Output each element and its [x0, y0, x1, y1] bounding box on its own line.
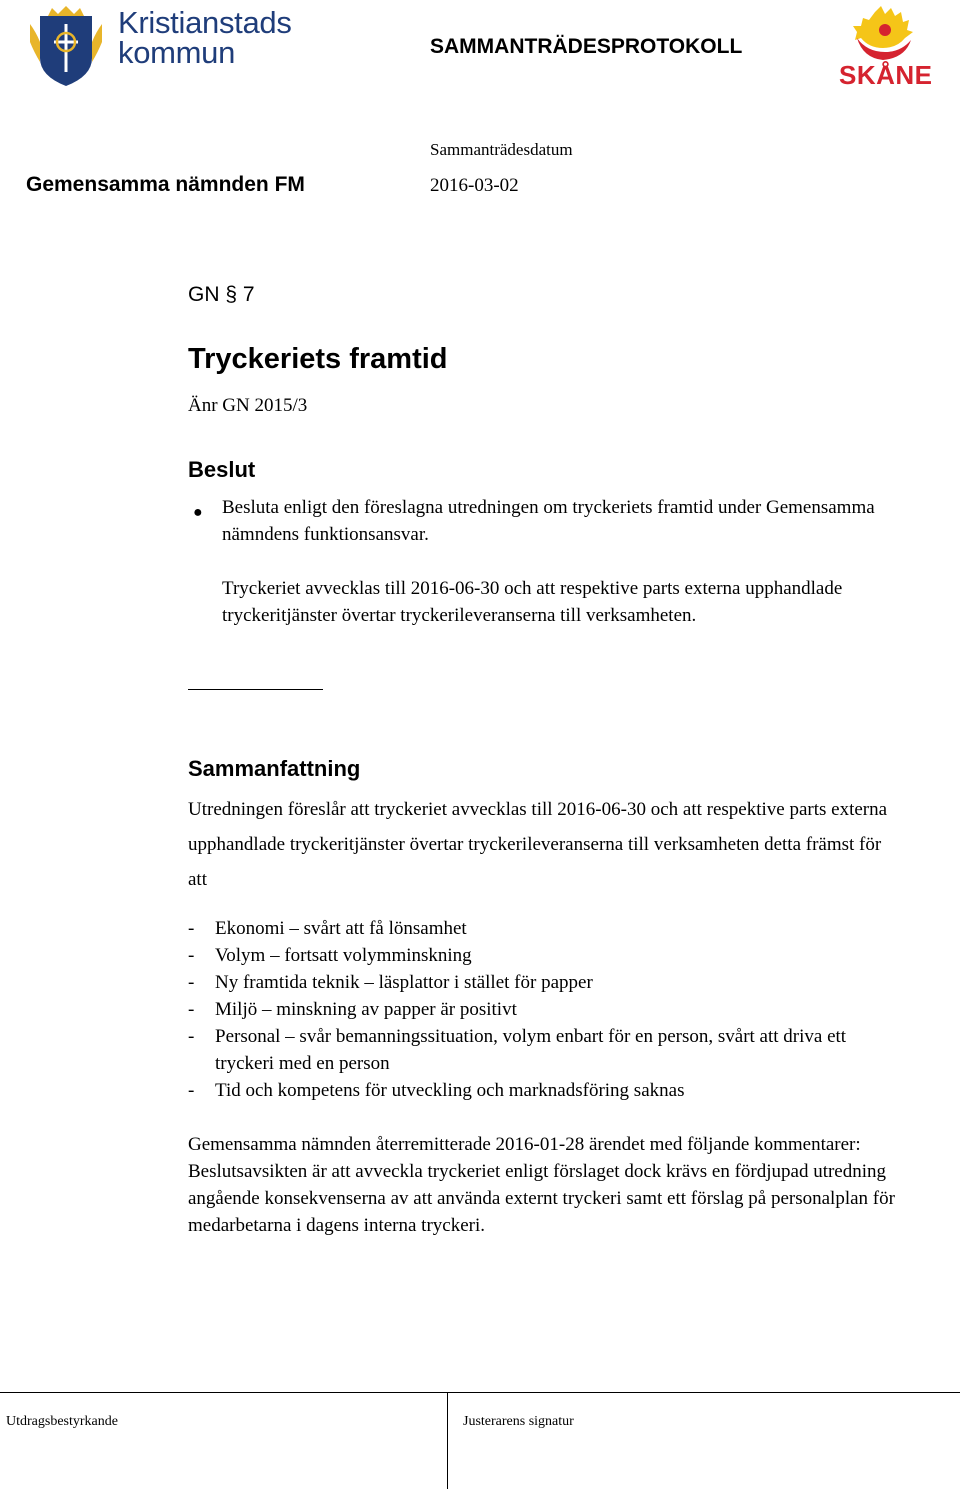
decision-paragraph: Tryckeriet avvecklas till 2016-06-30 och att respektive parts externa upphandlade tryckeritjänster övertar tryckerileveranserna till verksamheten.	[222, 578, 843, 626]
coat-of-arms-icon	[26, 2, 106, 90]
item-number: GN § 7	[188, 283, 255, 306]
bullet-icon: ●	[193, 504, 203, 521]
summary-heading: Sammanfattning	[188, 756, 361, 781]
decision-divider	[188, 689, 323, 690]
municipality-name: Kristianstads	[118, 5, 292, 40]
summary-intro: Utredningen föreslår att tryckeriet avvecklas till 2016-06-30 och att respektive parts externa upphandlade tryckeritjänster övertar tryckerileveranserna till verksamheten detta främst för att	[188, 799, 888, 890]
certification-label: Utdragsbestyrkande	[6, 1414, 118, 1429]
griffin-icon	[835, 4, 935, 66]
list-item: - Personal – svår bemanningssituation, volym enbart för en person, svårt att driva ett tryckeri med en person	[188, 1023, 875, 1077]
list-item-text: Personal – svår bemanningssituation, volym enbart för en person, svårt att driva ett tryckeri med en person	[215, 1026, 847, 1074]
municipality-suffix: kommun	[118, 35, 236, 70]
case-reference: Änr GN 2015/3	[188, 395, 308, 416]
committee-name: Gemensamma nämnden FM	[26, 173, 305, 196]
list-item: - Volym – fortsatt volymminskning	[188, 942, 875, 969]
region-skane-logo	[835, 4, 935, 92]
adjuster-signature-label: Justerarens signatur	[463, 1414, 574, 1429]
list-item: - Miljö – minskning av papper är positivt	[188, 996, 875, 1023]
list-item-text: Ny framtida teknik – läsplattor i stället för papper	[215, 972, 593, 993]
document-type: SAMMANTRÄDESPROTOKOLL	[430, 35, 743, 58]
list-item: - Tid och kompetens för utveckling och marknadsföring saknas	[188, 1077, 875, 1104]
remittance-paragraph: Gemensamma nämnden återremitterade 2016-01-28 ärendet med följande kommentarer: Beslutsavsikten är att avveckla tryckeriet enligt förslaget dock krävs en fördjupad utredning angående konsekvenserna av att använda externt tryckeri samt ett förslag på personalplan för medarbetarna i dagens interna tryckeri.	[188, 1134, 895, 1236]
decision-heading: Beslut	[188, 457, 256, 482]
list-item-text: Ekonomi – svårt att få lönsamhet	[215, 918, 467, 939]
list-item-text: Miljö – minskning av papper är positivt	[215, 999, 517, 1020]
list-item: - Ekonomi – svårt att få lönsamhet	[188, 915, 875, 942]
kristianstad-kommun-logo	[26, 2, 326, 90]
list-item: - Ny framtida teknik – läsplattor i stället för papper	[188, 969, 875, 996]
skane-wordmark: SKÅNE	[839, 60, 933, 90]
reasons-list	[188, 915, 875, 1104]
footer-divider	[0, 1392, 960, 1393]
decision-bullet: Besluta enligt den föreslagna utredningen om tryckeriets framtid under Gemensamma nämndens funktionsansvar.	[222, 497, 875, 545]
page-title: Tryckeriets framtid	[188, 343, 448, 375]
meeting-date: 2016-03-02	[430, 175, 519, 196]
list-item-text: Volym – fortsatt volymminskning	[215, 945, 472, 966]
date-label: Sammanträdesdatum	[430, 140, 573, 159]
footer-column-divider	[447, 1392, 448, 1489]
list-item-text: Tid och kompetens för utveckling och marknadsföring saknas	[215, 1080, 685, 1101]
